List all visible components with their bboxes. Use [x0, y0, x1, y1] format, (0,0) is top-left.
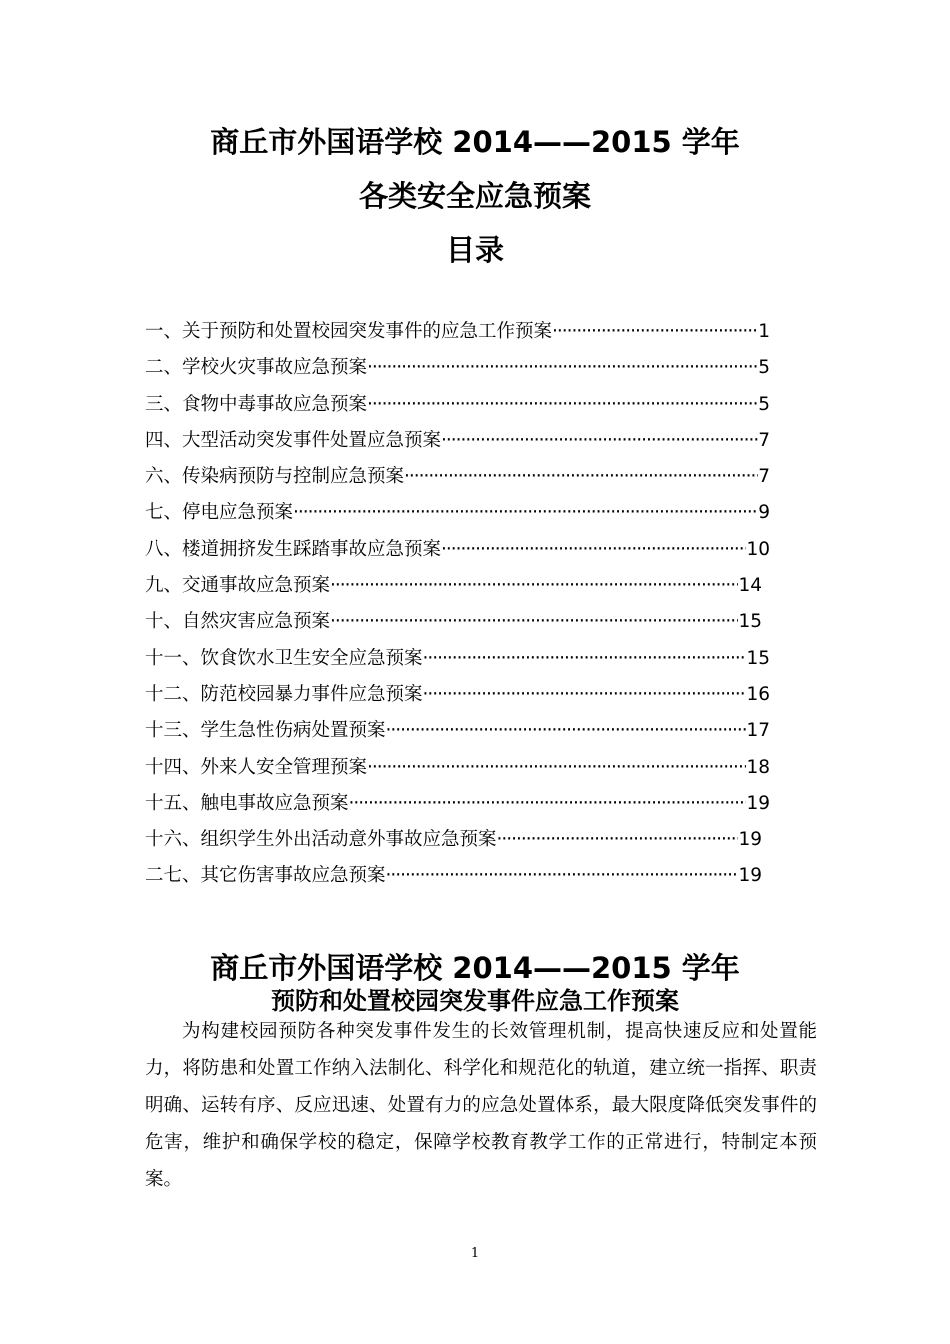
toc-leader — [497, 822, 739, 858]
toc-leader — [367, 387, 758, 423]
toc-entry-label: 七、停电应急预案 — [145, 502, 294, 524]
toc-entry-page: 9 — [758, 502, 770, 524]
page-number: 1 — [470, 1246, 480, 1261]
section-title-line1: 商丘市外国语学校 2014——2015 学年 — [210, 951, 740, 985]
toc-entry-label: 二、学校火灾事故应急预案 — [145, 357, 368, 379]
toc-entry[interactable] — [145, 713, 770, 749]
toc-entry-label: 十四、外来人安全管理预案 — [145, 756, 368, 778]
toc-entry-page: 10 — [746, 538, 770, 560]
toc-entry[interactable] — [145, 641, 770, 677]
toc-entry[interactable] — [145, 459, 770, 495]
toc-leader — [367, 350, 758, 386]
toc-entry-label: 十二、防范校园暴力事件应急预案 — [145, 683, 423, 705]
toc-entry[interactable] — [145, 423, 770, 459]
toc-entry[interactable] — [145, 677, 770, 713]
toc-entry-page: 5 — [758, 393, 770, 415]
toc-leader — [441, 423, 758, 459]
toc-entry-label: 十三、学生急性伤病处置预案 — [145, 720, 386, 742]
toc-entry[interactable] — [145, 387, 770, 423]
toc-entry-label: 十五、触电事故应急预案 — [145, 792, 349, 814]
toc-entry-page: 15 — [746, 647, 770, 669]
toc-entry-label: 六、传染病预防与控制应急预案 — [145, 466, 405, 488]
toc-entry-page: 7 — [758, 466, 770, 488]
toc-leader — [330, 604, 738, 640]
toc-entry-label: 二七、其它伤害事故应急预案 — [145, 865, 386, 887]
table-of-contents — [145, 314, 770, 895]
toc-entry-label: 九、交通事故应急预案 — [145, 575, 331, 597]
toc-leader — [386, 713, 747, 749]
toc-entry-page: 15 — [738, 611, 762, 633]
toc-entry-page: 14 — [738, 575, 762, 597]
toc-entry[interactable] — [145, 495, 770, 531]
toc-leader — [349, 786, 747, 822]
toc-entry[interactable] — [145, 786, 770, 822]
section-title-line2: 预防和处置校园突发事件应急工作预案 — [271, 987, 679, 1015]
toc-entry[interactable] — [145, 568, 762, 604]
toc-entry-page: 1 — [758, 321, 770, 342]
intro-paragraph: 为构建校园预防各种突发事件发生的长效管理机制，提高快速反应和处置能力，将防患和处置工作纳入法制化、科学化和规范化的轨道，建立统一指挥、职责明确、运转有序、反应迅速、处置有力的应急处置体系，最大限度降低突发事件的危害，维护和确保学校的稳定，保障学校教育教学工作的正常进行，特制定本预案。 — [145, 1021, 817, 1190]
toc-entry[interactable] — [145, 532, 770, 568]
toc-entry[interactable] — [145, 822, 762, 858]
toc-heading: 目录 — [445, 233, 504, 267]
document-title-line1: 商丘市外国语学校 2014——2015 学年 — [210, 125, 740, 159]
toc-entry-page: 17 — [746, 720, 770, 742]
toc-entry-label: 十一、饮食饮水卫生安全应急预案 — [145, 647, 423, 669]
toc-entry[interactable] — [145, 604, 762, 640]
toc-entry-page: 19 — [738, 865, 762, 887]
toc-leader — [423, 677, 747, 713]
toc-leader — [293, 495, 758, 531]
toc-leader — [386, 858, 739, 894]
toc-leader — [367, 750, 746, 786]
toc-entry-page: 5 — [758, 357, 770, 379]
toc-entry[interactable] — [145, 350, 770, 386]
toc-entry-page: 7 — [758, 429, 770, 451]
toc-entry[interactable] — [145, 314, 770, 350]
toc-entry-label: 一、关于预防和处置校园突发事件的应急工作预案 — [145, 321, 553, 342]
toc-entry-page: 19 — [738, 829, 762, 851]
toc-leader — [423, 641, 747, 677]
toc-leader — [404, 459, 758, 495]
toc-entry-label: 八、楼道拥挤发生踩踏事故应急预案 — [145, 538, 442, 560]
toc-entry-label: 十、自然灾害应急预案 — [145, 611, 331, 633]
toc-entry[interactable] — [145, 858, 762, 894]
toc-entry-label: 十六、组织学生外出活动意外事故应急预案 — [145, 829, 497, 851]
toc-leader — [552, 314, 758, 350]
toc-entry[interactable] — [145, 750, 770, 786]
toc-entry-page: 18 — [746, 756, 770, 778]
body-text — [145, 1013, 817, 1198]
toc-entry-page: 19 — [746, 792, 770, 814]
toc-leader — [441, 532, 746, 568]
toc-entry-page: 16 — [746, 683, 770, 705]
document-title-line2: 各类安全应急预案 — [358, 179, 591, 213]
toc-entry-label: 四、大型活动突发事件处置应急预案 — [145, 429, 442, 451]
toc-entry-label: 三、食物中毒事故应急预案 — [145, 393, 368, 415]
toc-leader — [330, 568, 738, 604]
